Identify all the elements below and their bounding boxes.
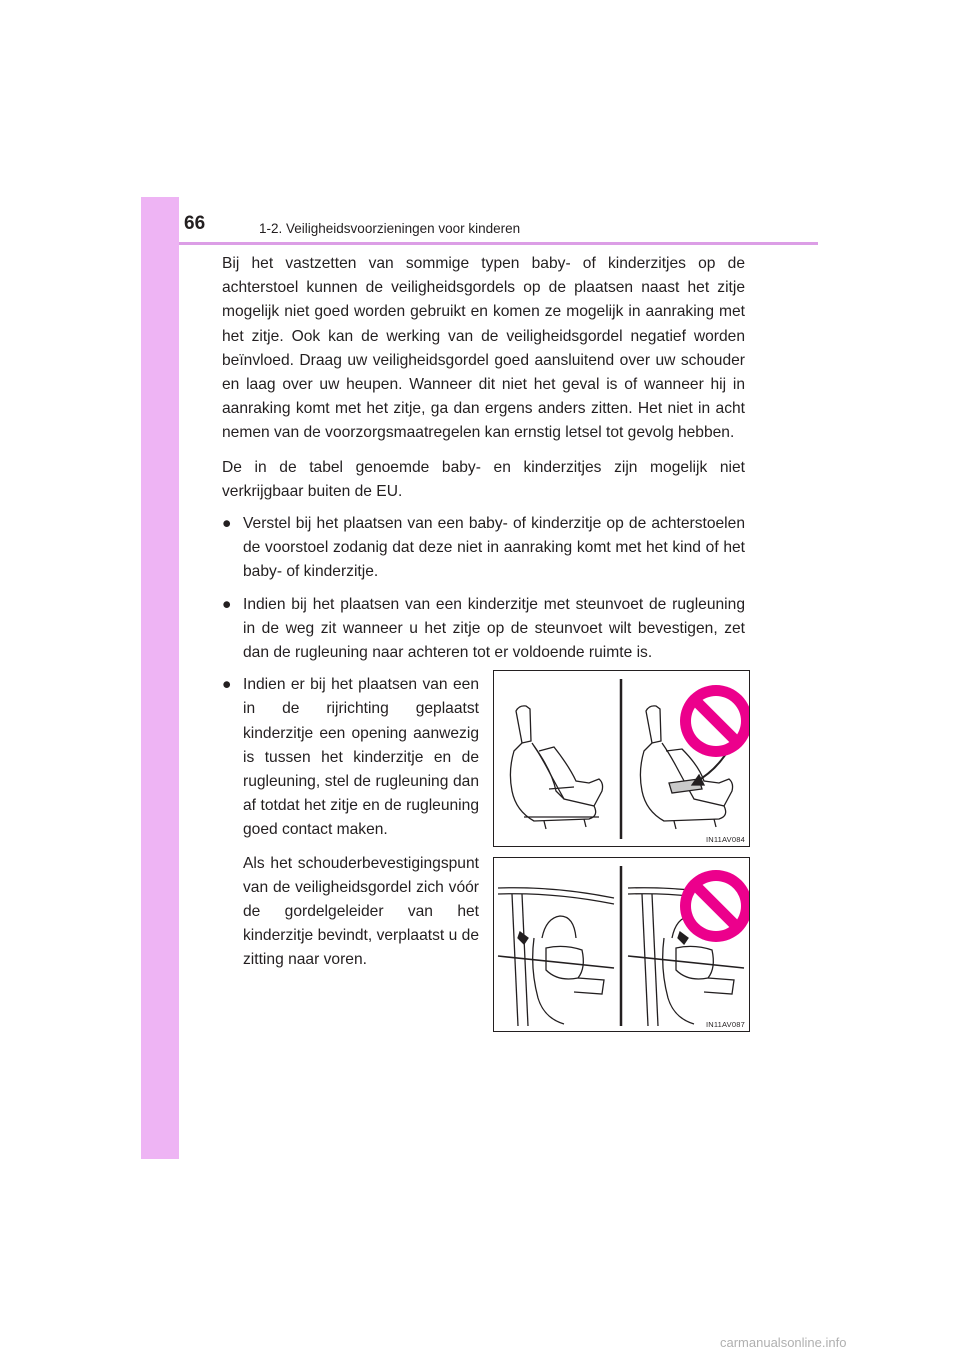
prohibition-icon: [680, 685, 749, 757]
page-number: 66: [184, 213, 206, 234]
bullet-text: Indien bij het plaatsen van een kinderzitje met steunvoet de rugleuning in de weg zit wanneer u het zitje op de steunvoet wilt bevestigen, zet dan de rugleuning naar achteren tot er voldoende ruimte is.: [243, 595, 745, 662]
section-title: 1-2. Veiligheidsvoorzieningen voor kinderen: [259, 221, 521, 236]
figure-belt-anchor: [493, 857, 750, 1032]
bullet-icon: ●: [222, 515, 232, 533]
bullet-icon: ●: [222, 595, 232, 613]
figure-seat-gap: [493, 670, 750, 847]
list-item: [222, 673, 479, 842]
bullet-icon: ●: [222, 676, 232, 694]
header-rule: [179, 242, 818, 245]
figure-code: IN11AV087: [705, 1020, 745, 1029]
figure-code: IN11AV084: [705, 835, 745, 844]
prohibition-icon: [680, 870, 749, 942]
paragraph-warning: Bij het vastzetten van sommige typen baby- of kinderzitjes op de achterstoel kunnen de veiligheidsgordels op de plaatsen naast het zitje mogelijk niet goed worden gebruikt en komen ze mogelijk in aanraking met het zitje. Ook kan de werking van de veiligheidsgordel negatief worden beïnvloed. Draag uw veiligheidsgordel goed aansluitend over uw schouder en laag over uw heupen. Wanneer dit niet het geval is of wanneer hij in aanraking komt met het zitje, ga dan ergens anders zitten. Het niet in acht nemen van de voorzorgsmaatregelen kan ernstig letsel tot gevolg hebben.: [222, 255, 745, 442]
list-item: [222, 593, 745, 666]
paragraph-shoulder-anchor: Als het schouderbevestigingspunt van de veiligheidsgordel zich vóór de gordelgeleider van het kinderzitje bevindt, verplaatst u de zitting naar voren.: [243, 854, 479, 969]
watermark: carmanualsonline.info: [720, 1335, 847, 1350]
bullet-text: Indien er bij het plaatsen van een in de rijrichting geplaatst kinderzitje een opening aanwezig is tussen het kinderzitje en de rugleuning, stel de rugleuning dan af totdat het zitje en de rugleuning goed contact maken.: [243, 676, 479, 839]
sidebar-tab: [141, 197, 179, 1159]
belt-anchor-illustration: [494, 858, 749, 1031]
paragraph-availability: De in de tabel genoemde baby- en kinderzitjes zijn mogelijk niet verkrijgbaar buiten de EU.: [222, 458, 745, 500]
list-item: [222, 512, 745, 585]
seat-gap-illustration: [494, 671, 749, 846]
bullet-text: Verstel bij het plaatsen van een baby- of kinderzitje op de achterstoelen de voorstoel zodanig dat deze niet in aanraking komt met het kind of het baby- of kinderzitje.: [243, 515, 745, 581]
